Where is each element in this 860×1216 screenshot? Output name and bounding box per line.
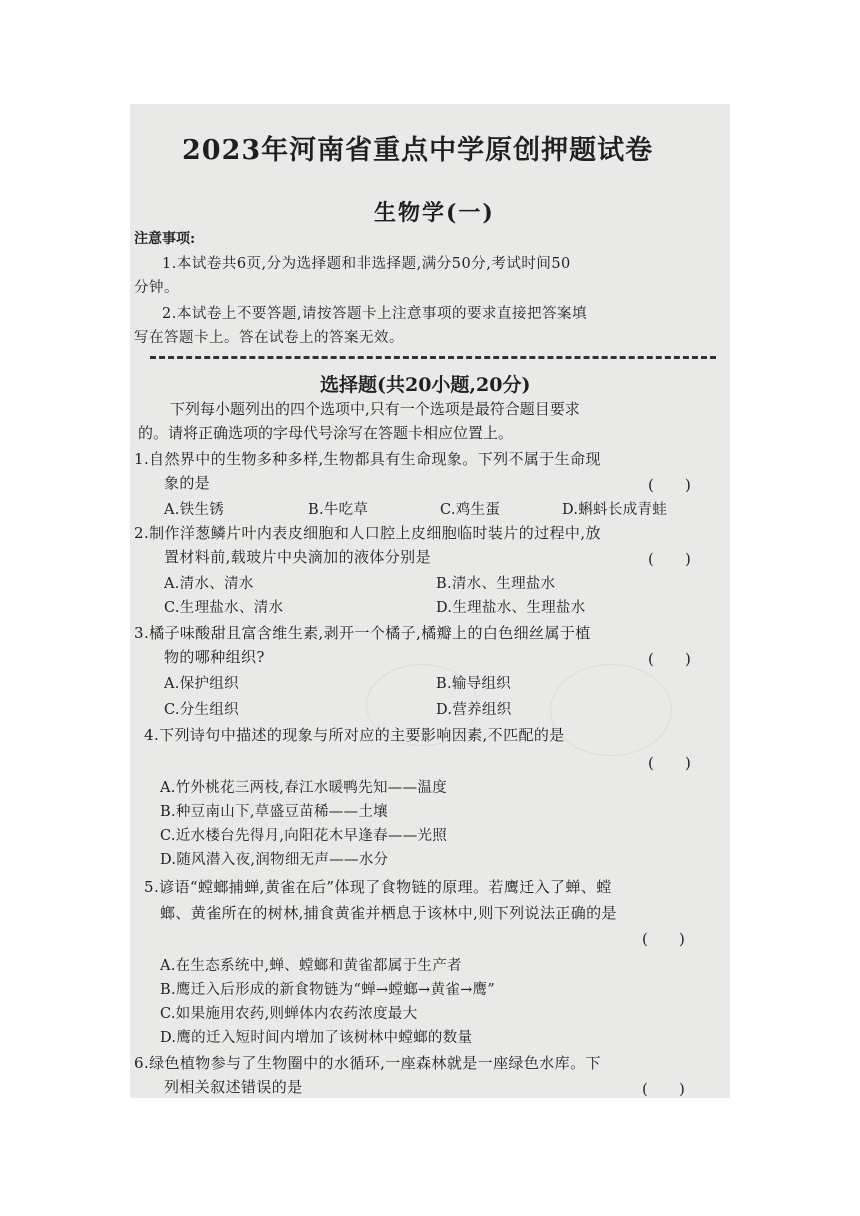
option: A.在生态系统中,蝉、螳螂和黄雀都属于生产者 — [160, 958, 462, 974]
option: B.种豆南山下,草盛豆苗稀——土壤 — [160, 804, 388, 820]
exam-title: 2023年河南省重点中学原创押题试卷 — [182, 135, 654, 166]
option: D.蝌蚪长成青蛙 — [562, 502, 668, 518]
option: C.如果施用农药,则蝉体内农药浓度最大 — [160, 1006, 418, 1022]
question-stem: 置材料前,载玻片中央滴加的液体分别是 — [164, 548, 431, 566]
notice-line: 2.本试卷上不要答题,请按答题卡上注意事项的要求直接把答案填 — [162, 306, 587, 322]
answer-paren: ( ) — [642, 1080, 686, 1098]
question-stem: 4.下列诗句中描述的现象与所对应的主要影响因素,不匹配的是 — [144, 726, 565, 744]
option: D.鹰的迁入短时间内增加了该树林中螳螂的数量 — [160, 1030, 473, 1046]
subject-title: 生物学(一) — [374, 200, 495, 226]
notice-line: 分钟。 — [134, 280, 179, 296]
option: A.铁生锈 — [164, 502, 225, 518]
section-instruction: 下列每小题列出的四个选项中,只有一个选项是最符合题目要求 — [170, 400, 580, 418]
option: C.分生组织 — [164, 702, 239, 718]
bleed-through-mark — [550, 664, 672, 756]
question-stem: 2.制作洋葱鳞片叶内表皮细胞和人口腔上皮细胞临时装片的过程中,放 — [134, 524, 601, 542]
option: D.营养组织 — [436, 702, 512, 718]
option: A.保护组织 — [164, 676, 239, 692]
question-stem: 5.谚语“螳螂捕蝉,黄雀在后”体现了食物链的原理。若鹰迁入了蝉、螳 — [144, 878, 612, 896]
exam-page — [130, 104, 730, 1098]
option: C.鸡生蛋 — [440, 502, 501, 518]
notice-line: 1.本试卷共6页,分为选择题和非选择题,满分50分,考试时间50 — [162, 256, 571, 272]
section-title: 选择题(共20小题,20分) — [320, 374, 531, 396]
question-stem: 物的哪种组织? — [164, 648, 265, 666]
option: B.输导组织 — [436, 676, 512, 692]
answer-paren: ( ) — [648, 650, 692, 668]
option: B.清水、生理盐水 — [436, 576, 556, 592]
answer-paren: ( ) — [648, 754, 692, 772]
option: B.鹰迁入后形成的新食物链为“蝉→螳螂→黄雀→鹰” — [160, 982, 496, 998]
notice-line: 写在答题卡上。答在试卷上的答案无效。 — [134, 330, 404, 346]
section-divider — [150, 356, 716, 359]
answer-paren: ( ) — [642, 930, 686, 948]
question-stem: 列相关叙述错误的是 — [164, 1078, 303, 1096]
option: D.生理盐水、生理盐水 — [436, 600, 586, 616]
answer-paren: ( ) — [648, 476, 692, 494]
notice-heading: 注意事项: — [134, 231, 196, 247]
answer-paren: ( ) — [648, 550, 692, 568]
section-instruction: 的。请将正确选项的字母代号涂写在答题卡相应位置上。 — [138, 424, 514, 442]
option: A.竹外桃花三两枝,春江水暖鸭先知——温度 — [160, 780, 447, 796]
question-stem: 象的是 — [164, 474, 211, 492]
question-stem: 螂、黄雀所在的树林,捕食黄雀并栖息于该林中,则下列说法正确的是 — [160, 904, 617, 922]
question-stem: 1.自然界中的生物多种多样,生物都具有生命现象。下列不属于生命现 — [134, 450, 601, 468]
option: C.生理盐水、清水 — [164, 600, 284, 616]
option: D.随风潜入夜,润物细无声——水分 — [160, 852, 389, 868]
option: C.近水楼台先得月,向阳花木早逢春——光照 — [160, 828, 448, 844]
option: A.清水、清水 — [164, 576, 254, 592]
option: B.牛吃草 — [308, 502, 369, 518]
question-stem: 3.橘子味酸甜且富含维生素,剥开一个橘子,橘瓣上的白色细丝属于植 — [134, 624, 591, 642]
question-stem: 6.绿色植物参与了生物圈中的水循环,一座森林就是一座绿色水库。下 — [134, 1054, 601, 1072]
